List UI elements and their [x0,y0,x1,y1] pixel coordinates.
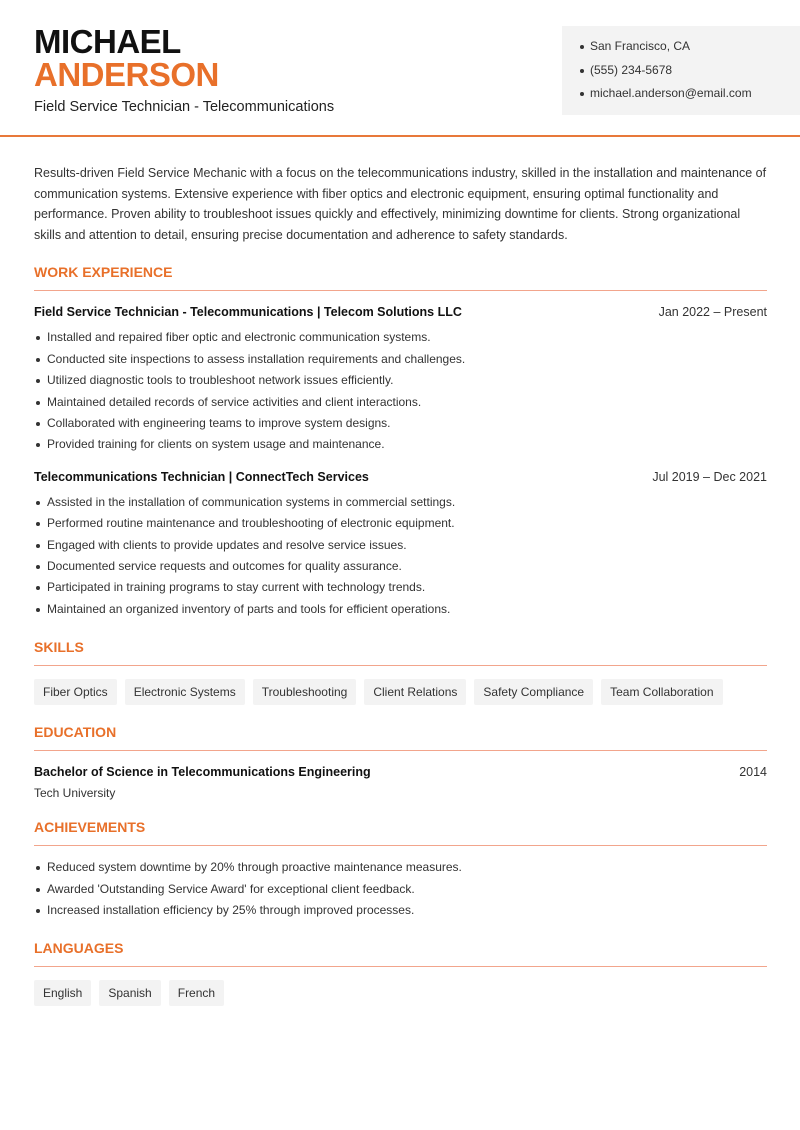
language-tag: Spanish [99,980,160,1006]
language-tag: French [169,980,224,1006]
section-heading-work: WORK EXPERIENCE [34,264,767,291]
list-item: Collaborated with engineering teams to improve system designs. [34,413,767,434]
skill-tag: Fiber Optics [34,679,117,705]
skill-tag: Electronic Systems [125,679,245,705]
job-date: Jan 2022 – Present [658,305,767,320]
skill-tag: Troubleshooting [253,679,357,705]
contact-location: San Francisco, CA [580,39,800,63]
list-item: Engaged with clients to provide updates and resolve service issues. [34,535,767,556]
contact-box [562,26,800,115]
first-name: MICHAEL [34,23,181,60]
list-item: Utilized diagnostic tools to troubleshoot network issues efficiently. [34,370,767,391]
list-item: Provided training for clients on system usage and maintenance. [34,434,767,455]
list-item: Maintained detailed records of service activities and client interactions. [34,392,767,413]
education-year: 2014 [739,765,767,780]
list-item: Awarded 'Outstanding Service Award' for exceptional client feedback. [34,879,767,900]
list-item: Reduced system downtime by 20% through proactive maintenance measures. [34,857,767,878]
languages-list [34,980,767,1006]
contact-phone: (555) 234-5678 [580,63,800,87]
section-heading-education: EDUCATION [34,724,767,751]
list-item: Installed and repaired fiber optic and electronic communication systems. [34,327,767,348]
skill-tag: Team Collaboration [601,679,722,705]
job-entry [34,470,767,620]
list-item: Assisted in the installation of communication systems in commercial settings. [34,492,767,513]
list-item: Documented service requests and outcomes for quality assurance. [34,556,767,577]
last-name: ANDERSON [34,56,219,93]
summary: Results-driven Field Service Mechanic with a focus on the telecommunications industry, skilled in the installation and maintenance of communication systems. Extensive experience with fiber optics and electronic equipment, ensuring optimal functionality and performance. Proven ability to troubleshoot issues quickly and effectively, minimizing downtime for clients. Strong organizational skills and attention to detail, ensuring precise documentation and adherence to safety standards. [34,166,767,242]
job-title: Telecommunications Technician | ConnectTech Services [34,469,369,484]
section-heading-achievements: ACHIEVEMENTS [34,819,767,846]
job-role: Field Service Technician - Telecommunications [34,99,335,115]
resume-body [34,163,767,1006]
contact-email: michael.anderson@email.com [580,86,800,110]
skill-tag: Safety Compliance [474,679,593,705]
language-tag: English [34,980,91,1006]
school: Tech University [34,786,116,801]
job-entry [34,305,767,455]
list-item: Conducted site inspections to assess installation requirements and challenges. [34,349,767,370]
list-item: Participated in training programs to stay current with technology trends. [34,577,767,598]
list-item: Increased installation efficiency by 25% through improved processes. [34,900,767,921]
list-item: Performed routine maintenance and troubleshooting of electronic equipment. [34,513,767,534]
section-heading-languages: LANGUAGES [34,940,767,967]
skills-list [34,679,767,705]
degree: Bachelor of Science in Telecommunications Engineering [34,765,371,780]
resume-header [0,0,800,137]
job-title: Field Service Technician - Telecommunications | Telecom Solutions LLC [34,305,462,320]
job-date: Jul 2019 – Dec 2021 [652,469,767,484]
list-item: Maintained an organized inventory of parts and tools for efficient operations. [34,599,767,620]
skill-tag: Client Relations [364,679,466,705]
section-heading-skills: SKILLS [34,639,767,666]
